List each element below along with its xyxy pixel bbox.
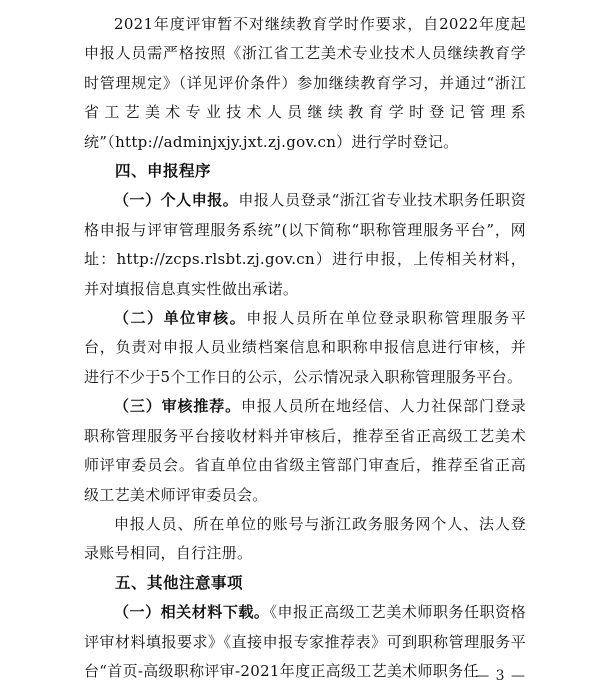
paragraph-unit-review: [84, 304, 526, 392]
item-body-review-recommendation: 申报人员所在地经信、人力社保部门登录职称管理服务平台接收材料并审核后，推荐至省正高级工艺美术师评审委员会。省直单位由省级主管部门审查后，推荐至省正高级工艺美术师评审委员会。: [84, 397, 527, 504]
paragraph-account-note: 申报人员、所在单位的账号与浙江政务服务网个人、法人登录账号相同，自行注册。: [84, 514, 526, 563]
item-body-materials-download: 《申报正高级工艺美术师职务任职资格评审材料填报要求》《直接申报专家推荐表》可到职称管理服务平台“首页-高级职称评审-2021年度正高级工艺美术师职务任: [84, 603, 526, 680]
page-number: — 3 —: [475, 668, 526, 684]
item-lead-review-recommendation: （三）审核推荐。: [114, 397, 241, 416]
document-page: [84, 10, 526, 686]
section-heading-application-procedure: 四、申报程序: [115, 162, 212, 181]
item-lead-unit-review: （二）单位审核。: [114, 309, 247, 328]
item-body-personal-application: 申报人员登录“浙江省专业技术职务任职资格申报与评审管理服务系统”(以下简称“职称管理服务平台”，网址：http://zcps.rlsbt.zj.gov.cn）进行申报，上传相关材料，并对填报信息真实性做出承诺。: [84, 191, 527, 298]
paragraph-continuing-education: 2021年度评审暂不对继续教育学时作要求，自2022年度起申报人员需严格按照《浙江省工艺美术专业技术人员继续教育学时管理规定》（详见评价条件）参加继续教育学习，并通过“浙江省工艺美术专业技术人员继续教育学时登记管理系统”（http://adminjxjy.jxt.zj.gov.cn）进行学时登记。: [84, 15, 526, 151]
paragraph-review-recommendation: [84, 392, 526, 510]
item-body-unit-review: 申报人员所在单位登录职称管理服务平台，负责对申报人员业绩档案信息和职称申报信息进行审核，并进行不少于5个工作日的公示，公示情况录入职称管理服务平台。: [84, 309, 526, 386]
item-lead-personal-application: （一）个人申报。: [114, 191, 239, 210]
paragraph-materials-download: [84, 598, 526, 686]
paragraph-personal-application: [84, 186, 526, 304]
item-lead-materials-download: （一）相关材料下载。: [114, 603, 270, 622]
section-heading-other-notes: 五、其他注意事项: [115, 573, 244, 592]
